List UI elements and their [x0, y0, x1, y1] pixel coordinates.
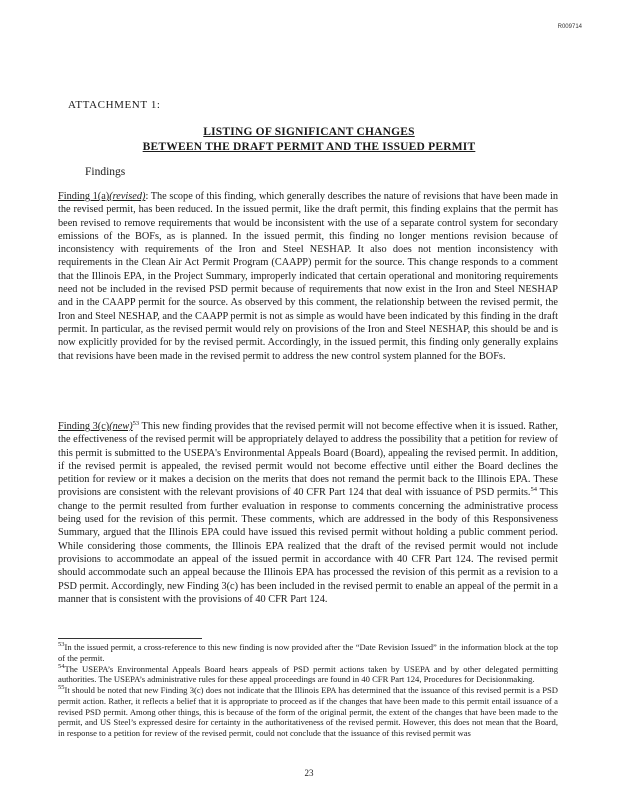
footnotes — [58, 642, 558, 739]
footnote-divider — [58, 638, 202, 639]
paragraph-finding-3c — [58, 420, 558, 606]
finding-3c-body-1: This new finding provides that the revised permit will not become effective when it is issued. Rather, the effectiveness of the revised permit will be appropriately delayed to address the possibility that a petition for review of this permit is submitted to the USEPA's Environmental Appeals Board (Board), appealing the revised permit. In addition, if the revised permit is appealed, the revised permit would not become effective until either the Board declines the petition for review or it makes a decision on the merits that does not remand the permit back to the Illinois EPA. These provisions are consistent with the relevant provisions of 40 CFR Part 124 that deal with issuance of PSD permits. — [58, 421, 558, 499]
finding-1a-body: The scope of this finding, which generally describes the nature of revisions that have been made in the revised permit, has been reduced. In the issued permit, like the draft permit, this finding explains that the permit has been revised to remove requirements that would be inconsistent with the use of a separate control system for secondary emissions of the BOFs, as is planned. In the issued permit, this finding no longer mentions revision because of inconsistency with requirements of the Iron and Steel NESHAP. It also does not mention inconsistency with requirements in the Clean Air Act Permit Program (CAAPP) permit for the source. This change responds to a comment that the Illinois EPA, in the Project Summary, improperly indicated that certain operational and monitoring requirements need not be included in the revised PSD permit because of requirements that now exist in the Iron and Steel NESHAP and in the CAAPP permit for the source. As observed by this comment, the relationship between the revised permit, the Iron and Steel NESHAP, and the CAAPP permit is not as simple as would have been indicated by this finding in the draft permit. In particular, as the revised permit would rely on provisions of the Iron and Steel NESHAP, this should be and is now explicitly provided for by the revised permit. Accordingly, in the issued permit, this finding only generally explains that revisions have been made in the revised permit to address the new control system planned for the BOFs. — [58, 191, 558, 362]
paragraph-finding-1a — [58, 190, 558, 363]
finding-3c-lead — [58, 421, 133, 432]
finding-3c-prefix: Finding 3(c) — [58, 421, 110, 432]
finding-1a-prefix: Finding 1(a) — [58, 191, 110, 202]
document-id: R009714 — [557, 24, 582, 30]
attachment-label: ATTACHMENT 1: — [68, 99, 161, 111]
footnote-54 — [58, 664, 558, 685]
footnote-53 — [58, 642, 558, 663]
finding-1a-colon: : — [145, 191, 149, 202]
footnote-text: It should be noted that new Finding 3(c) does not indicate that the Illinois EPA has determined that the issuance of this revised permit is a PSD permit action. Rather, it reflects a belief that it is appropriate to proceed as if the changes that have been made to this permit entail issuance of a revised PSD permit. Among other things, this is because of the form of the original permit, the extent of the changes that have been made to the permit, and US Steel’s expressed desire for certainty in the authoritativeness of the revised permit. However, this does not mean that the Board, in response to a petition for review of the revised permit, could not conclude that the issuance of this revised permit was — [58, 685, 558, 738]
footnote-number: 54 — [58, 662, 65, 670]
finding-3c-body-2: This change to the permit resulted from further evaluation in response to comments concerning the administrative process being used for the revision of this permit. These comments, which are addressed in the body of this Responsiveness Summary, argued that the Illinois EPA could have issued this revised permit without holding a public comment period. While considering those comments, the Illinois EPA realized that the draft of the revised permit would not include provisions to accommodate an appeal of the issued permit in accordance with 40 CFR Part 124. The revised permit should accommodate such an appeal because the Illinois EPA has processed the revision of this permit as a revision to a PSD permit. Accordingly, new Finding 3(c) has been included in the revised permit to enable an appeal of the permit in a manner that is consistent with the provisions of 40 CFR Part 124. — [58, 487, 558, 605]
finding-3c-tag: (new) — [109, 421, 133, 432]
footnote-number: 53 — [58, 641, 65, 648]
footnote-ref-54: 54 — [530, 486, 537, 494]
footnote-text: In the issued permit, a cross-reference to this new finding is now provided after the “Date Revision Issued” in the information block at the top of the permit. — [58, 642, 558, 663]
footnote-number: 55 — [58, 684, 65, 692]
title-line-2: BETWEEN THE DRAFT PERMIT AND THE ISSUED PERMIT — [142, 141, 476, 153]
section-heading: Findings — [85, 166, 126, 178]
footnote-text: The USEPA’s Environmental Appeals Board hears appeals of PSD permit actions taken by USEPA and by other delegated permitting authorities. The USEPA’s administrative rules for these appeal proceedings are found in 40 CFR Part 124, Procedures for Decisionmaking. — [58, 663, 558, 685]
finding-1a-lead — [58, 191, 145, 202]
footnote-ref-53: 53 — [132, 420, 140, 427]
title-line-1: LISTING OF SIGNIFICANT CHANGES — [203, 126, 415, 138]
footnote-55 — [58, 685, 558, 738]
page-number: 23 — [304, 768, 314, 778]
finding-1a-tag: (revised) — [109, 191, 146, 202]
